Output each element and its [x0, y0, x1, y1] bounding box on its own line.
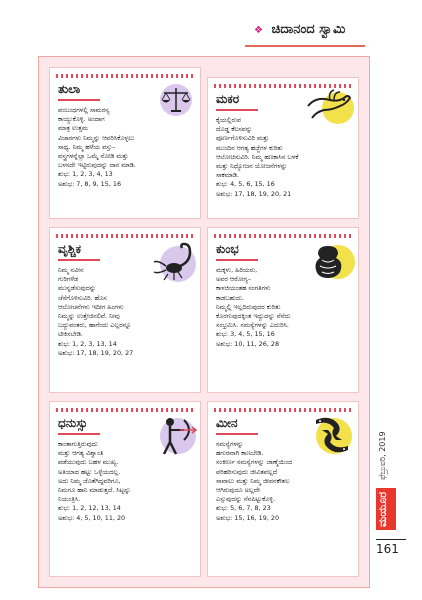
- magazine-brand: ಮಯೂರ: [376, 488, 396, 530]
- title-underline: [216, 259, 258, 261]
- card-meena: [207, 401, 359, 577]
- text-line: ಸಮಸ್ಯೆಗಳನ್ನು: [216, 440, 244, 448]
- text-line: ನಿಮ್ಮಲ್ಲಿ ಇಲ್ಲದಿರುವುದರ ಕುರಿತು: [216, 302, 281, 311]
- text-line: ಸಾವಾಲು ಮತ್ತು ನಿಮ್ಮ ಜೀವನಕೌಶಲ: [216, 476, 290, 485]
- text-line: ಅದು ನಿಮ್ಮ ಜೊತೆಗಿದ್ದವರಿಗೂ,: [58, 476, 121, 485]
- card-body: [216, 440, 350, 523]
- card-body: [216, 266, 350, 349]
- title-underline: [58, 99, 100, 101]
- lucky-numbers: ಶುಭ: 5, 6, 7, 8, 23: [216, 504, 271, 513]
- card-body: [216, 116, 350, 199]
- text-line: ಗುರಿಗಳೆಡ: [58, 275, 79, 284]
- card-title: ವೃಶ್ಚಿಕ: [58, 242, 82, 256]
- text-line: ವಿಚಾರಗಳು ನಿಮ್ಮನ್ನು ಆವರಿಸಿಕೊಳ್ಳಲು: [58, 133, 135, 142]
- text-line: ಕೊರಗುವುದಕ್ಕಿಂತ ಇದ್ದುದನ್ನು ನೆನೆದು: [216, 312, 291, 321]
- unlucky-numbers: ಅಶುಭ: 4, 5, 10, 11, 20: [58, 513, 126, 522]
- card-kumbha: [207, 227, 359, 393]
- text-line: ಟೀಕಿಸಬೇಡಿ.: [58, 330, 83, 339]
- text-line: ಎಸ್ಸುವುದನ್ನು ನೆನಪಿಟ್ಟುಕೊಳ್ಳಿ.: [216, 495, 276, 504]
- unlucky-numbers: ಅಶುಭ: 15, 16, 19, 20: [216, 513, 280, 522]
- title-underline: [58, 259, 100, 261]
- text-line: ಪಡೆಯುವುದು ಬಹಳ ಮುಖ್ಯ.: [58, 458, 119, 467]
- text-line: ನಿಮ್ಮ ನವೀನ: [58, 266, 84, 274]
- text-line: ಮುಂದಿನ ಆಗತ್ಯ ಹಜ್ಜೆಗಳ ಕುರಿತು: [216, 143, 283, 152]
- text-line: ವಸ್ತ್ರಗಳನ್ನೆಲ್ಲಾ ಒಮ್ಮೆ ನೋಡಿ ಮತ್ತು: [58, 152, 129, 161]
- text-line: ಹಗುರವಾಗಿ ಕಾಣಬೇಡಿ.: [216, 449, 264, 458]
- text-line: ಸಂಕೀರ್ಣ ಸಮಸ್ಯೆಗಳನ್ನು ಜಾಣ್ಮೆಯಿಂದ: [216, 458, 293, 467]
- text-line: ಆಲೋಚಿಸುವಿರಿ. ನಿಮ್ಮ ಹಣಕಾಸಿನ ಬಳಕೆ: [216, 152, 299, 161]
- unlucky-numbers: ಅಶುಭ: 17, 18, 19, 20, 21: [216, 189, 292, 198]
- card-vrischika: [49, 227, 201, 393]
- card-makara: [207, 77, 359, 219]
- lucky-numbers: ಶುಭ: 1, 2, 3, 4, 13: [58, 170, 113, 179]
- text-line: ಅವರ ಆರೋಗ್ಯ–: [216, 275, 252, 284]
- text-line: ಪಂಬಂಧಗಳಲ್ಲಿ ಸಾಮರಸ್ಯ: [58, 106, 110, 114]
- text-line: ಕೈಯಲ್ಲಿರುವ: [216, 116, 241, 124]
- text-line: ಕಾಳಜಿಯಂತಹ ಸಂಗತಿಗಳು: [216, 284, 271, 293]
- card-tula: [49, 67, 201, 219]
- text-line: ಸಂಭ್ರಮಿಸಿ. ಸಮಸ್ಯೆಗಳನ್ನು ಎದುರಿಸಿ.: [216, 321, 289, 330]
- title-underline: [216, 109, 258, 111]
- text-line: ನಿಮಗೂ ಹಾನಿ ಮಾಡುತ್ತದೆ. ಸಿಟ್ಟನ್ನು: [58, 486, 131, 495]
- text-line: ಮತ್ತು ಆಗತ್ಯ ವಿಶ್ವಾಂತಿ: [58, 449, 104, 458]
- lucky-numbers: ಶುಭ: 4, 5, 6, 15, 16: [216, 180, 275, 189]
- unlucky-numbers: ಅಶುಭ: 7, 8, 9, 15, 16: [58, 179, 122, 188]
- text-line: ಸಾಕಮಾಡಿ.: [216, 171, 239, 180]
- text-line: ನಿಯಂತ್ರಿಸಿ.: [58, 495, 81, 504]
- author-name: ಚಿದಾನಂದ ಸ್ವಾಮಿ: [271, 22, 346, 37]
- text-line: ಕಾಂತಾಗುತ್ತಿರುವುದು: [58, 440, 98, 448]
- text-line: ಮಾತ್ರ ಉತ್ತಮ: [58, 124, 88, 133]
- card-body: [58, 266, 192, 358]
- text-line: ನಿಮ್ಮನ್ನು ಉತ್ತೇಜಿಸಲಿವೆ. ನೀವು: [58, 312, 120, 321]
- diamond-bullet-icon: ❖: [254, 25, 263, 36]
- card-dhanussu: [49, 401, 201, 577]
- unlucky-numbers: ಅಶುಭ: 17, 18, 19, 20, 27: [58, 348, 134, 357]
- text-line: ದೊಡ್ಡ ಕೆಲಸವನ್ನು: [216, 125, 253, 134]
- text-line: ಕಾಡಬಹುದು.: [216, 293, 245, 302]
- lucky-numbers: ಶುಭ: 1, 2, 3, 13, 14: [58, 339, 117, 348]
- text-line: ಆಗಿರುವುದೂ ಅಲ್ಲದೇ: [216, 486, 260, 495]
- text-line: ಚೆಸೆಗೊಳಿಸುವಿರಿ. ಹೊಸ: [58, 293, 107, 302]
- card-title: ಮೀನ: [216, 416, 238, 430]
- card-title: ತುಲಾ: [58, 82, 81, 96]
- issue-date: ಫೆಬ್ರುವರಿ, 2019: [378, 431, 387, 480]
- text-line: ಮುನ್ನಡೆಸುವುದನ್ನು: [58, 284, 97, 293]
- page-number-rule: [376, 539, 406, 540]
- header-rule: [245, 45, 365, 47]
- lucky-numbers: ಶುಭ: 1, 2, 12, 13, 14: [58, 504, 121, 513]
- text-line: ಆಲೋಚನೆಗಳು ಇದೀಗ ಹಿಂಗಳು: [58, 302, 124, 311]
- card-title: ಮಕರ: [216, 92, 240, 106]
- text-line: ಬದ್ದುವಂತರು, ಹಾಗೆಂದು ಎಲ್ಲರನ್ನೂ: [58, 321, 132, 330]
- unlucky-numbers: ಅಶುಭ: 10, 11, 26, 28: [216, 339, 280, 348]
- dotted-border: [56, 74, 194, 78]
- lucky-numbers: ಶುಭ: 3, 4, 5, 15, 16: [216, 330, 275, 339]
- title-underline: [58, 433, 100, 435]
- text-line: ಕಾಯ್ದುಕೊಳ್ಳಿ. ಅಂದಾಗ: [58, 115, 105, 124]
- card-body: [58, 440, 192, 523]
- author-header: [254, 22, 404, 42]
- text-line: ಪರಿಹರಿಸುವುದು ಜೀವಿತವಲ್ಲದೆ: [216, 467, 278, 476]
- card-body: [58, 106, 192, 189]
- text-line: ಸಾಧ್ಯ. ನಿಮ್ಮ ಹಳೆಯ ವಸ್ತು–: [58, 142, 116, 151]
- card-title: ಧನುಸ್ಸು: [58, 416, 88, 430]
- text-line: ಪೂರ್ಣಗೊಳಿಸುವಿರಿ ಮತ್ತು: [216, 134, 269, 143]
- title-underline: [216, 433, 258, 435]
- card-title: ಕುಂಭ: [216, 242, 239, 256]
- text-line: ಅತಿಯಾದ ಹಟ್ಟು ಒಳ್ಳೆಯದಲ್ಲ.: [58, 467, 121, 476]
- horoscope-panel: [38, 56, 370, 588]
- page-number: 161: [376, 542, 399, 556]
- text-line: ಬಳಸದೇ ಇಟ್ಟಿರುವುದನ್ನು ದಾನ ಮಾಡಿ.: [58, 161, 136, 170]
- text-line: ಮತ್ತು ನಿಧ್ಯೋಜನ ಯೋಜನೆಗಳನ್ನು: [216, 162, 288, 171]
- text-line: ಮಕ್ಕಳು, ಹಿರಿಯರು,: [216, 266, 258, 274]
